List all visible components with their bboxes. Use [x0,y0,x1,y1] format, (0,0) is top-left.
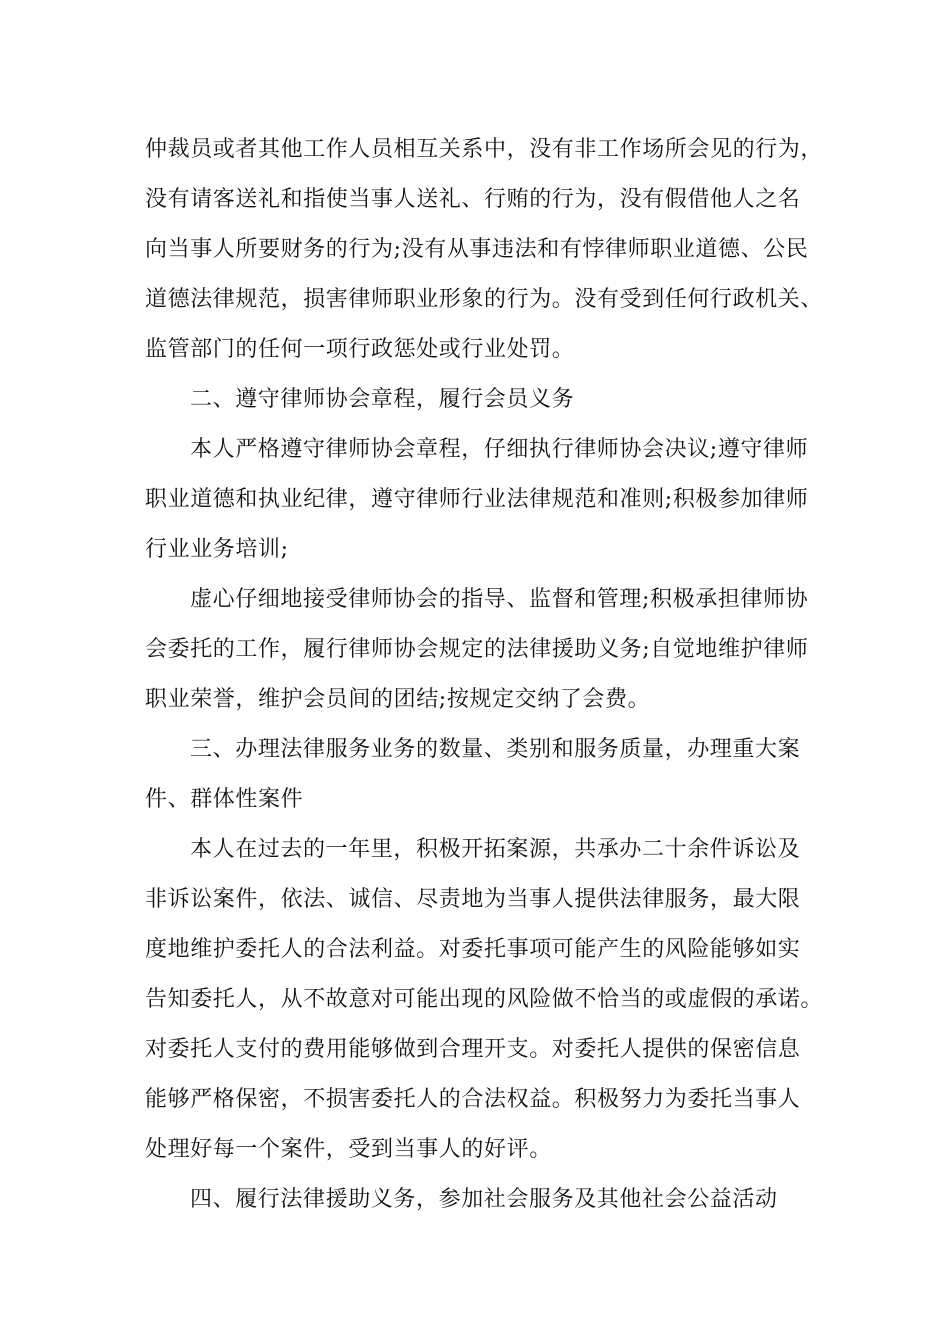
text-line-9: 行业业务培训; [145,537,289,562]
text-line-14: 件、群体性案件 [145,787,304,812]
text-line-19: 对委托人支付的费用能够做到合理开支。对委托人提供的保密信息 [145,1037,801,1062]
section-heading-4: 四、履行法律援助义务，参加社会服务及其他社会公益活动 [190,1187,778,1212]
text-line-11: 会委托的工作，履行律师协会规定的法律援助义务;自觉地维护律师 [145,637,809,662]
text-line-10: 虚心仔细地接受律师协会的指导、监督和管理;积极承担律师协 [190,587,809,612]
text-line-21: 处理好每一个案件，受到当事人的好评。 [145,1137,552,1162]
text-line-4: 道德法律规范，损害律师职业形象的行为。没有受到任何行政机关、 [145,287,824,312]
text-line-8: 职业道德和执业纪律，遵守律师行业法律规范和准则;积极参加律师 [145,487,809,512]
text-line-2: 没有请客送礼和指使当事人送礼、行贿的行为，没有假借他人之名 [145,187,801,212]
text-line-3: 向当事人所要财务的行为;没有从事违法和有悖律师职业道德、公民 [145,237,809,262]
text-line-5: 监管部门的任何一项行政惩处或行业处罚。 [145,337,575,362]
section-heading-2: 二、遵守律师协会章程，履行会员义务 [190,387,575,412]
text-line-1: 仲裁员或者其他工作人员相互关系中，没有非工作场所会见的行为， [145,137,824,162]
text-line-20: 能够严格保密，不损害委托人的合法权益。积极努力为委托当事人 [145,1087,801,1112]
section-heading-3: 三、办理法律服务业务的数量、类别和服务质量，办理重大案 [190,737,801,762]
text-line-17: 度地维护委托人的合法利益。对委托事项可能产生的风险能够如实 [145,937,801,962]
text-line-12: 职业荣誉，维护会员间的团结;按规定交纳了会费。 [145,687,651,712]
text-line-15: 本人在过去的一年里，积极开拓案源，共承办二十余件诉讼及 [190,837,801,862]
text-line-18: 告知委托人，从不故意对可能出现的风险做不恰当的或虚假的承诺。 [145,987,824,1012]
text-line-16: 非诉讼案件，依法、诚信、尽责地为当事人提供法律服务，最大限 [145,887,801,912]
text-line-7: 本人严格遵守律师协会章程，仔细执行律师协会决议;遵守律师 [190,437,809,462]
